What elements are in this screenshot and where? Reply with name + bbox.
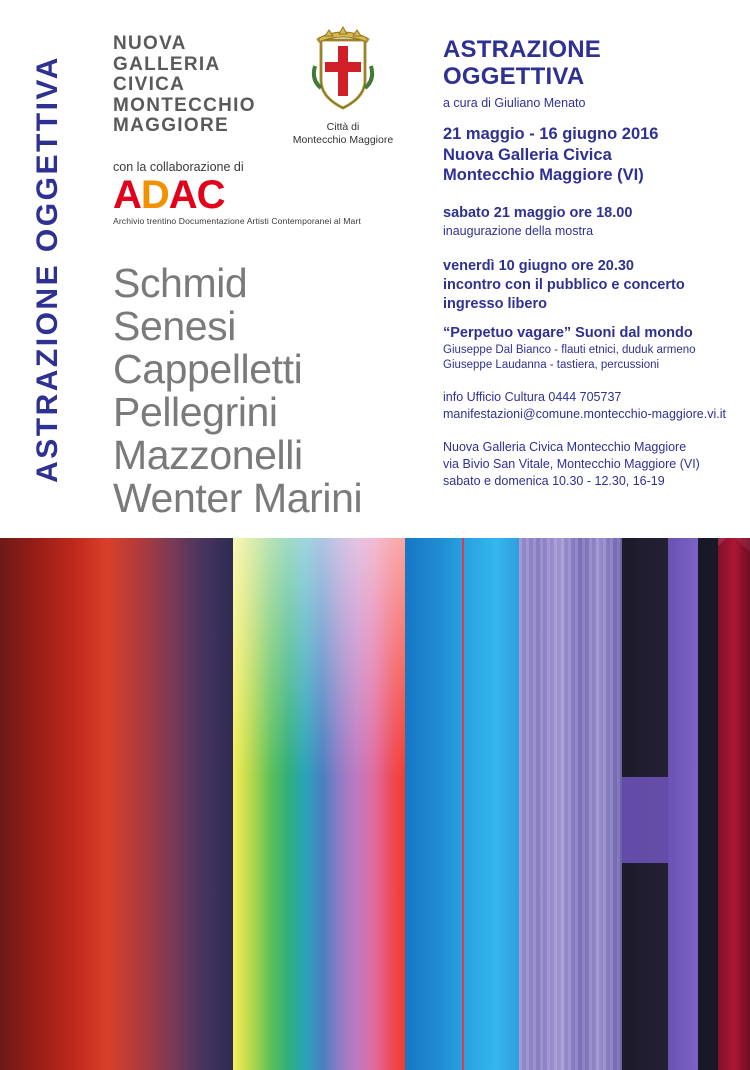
- exhibition-dates-venue: [443, 124, 735, 186]
- artwork-red-line: [462, 538, 464, 1070]
- contact-email[interactable]: manifestazioni@comune.montecchio-maggiore.vi.it: [443, 406, 726, 421]
- venue-name-line-1: Nuova Galleria Civica: [443, 145, 612, 164]
- info-column: [443, 36, 735, 490]
- artist-name: Senesi: [113, 303, 236, 349]
- gallery-logo-line-1: NUOVA: [113, 33, 187, 54]
- adac-logo-letters: [113, 173, 253, 217]
- opening-block: [443, 204, 735, 239]
- artwork-panel-blue: [405, 538, 519, 1070]
- exhibition-dates: 21 maggio - 16 giugno 2016: [443, 125, 659, 143]
- venue-name-line-2: Montecchio Maggiore (VI): [443, 166, 644, 184]
- adac-logo: [113, 173, 253, 217]
- vertical-exhibition-title: [0, 0, 96, 538]
- artwork-panel-spectrum: [233, 538, 405, 1070]
- gallery-logo-line-5: MAGGIORE: [113, 115, 229, 136]
- artist-name: Cappelletti: [113, 346, 303, 392]
- crest-caption: [288, 121, 398, 146]
- concert-title: “Perpetuo vagare” Suoni dal mondo: [443, 324, 693, 341]
- venue-block: [443, 439, 735, 490]
- opening-description: inaugurazione della mostra: [443, 223, 594, 238]
- artist-name: Pellegrini: [113, 389, 278, 435]
- contact-block: [443, 389, 735, 423]
- venue-hours: sabato e domenica 10.30 - 12.30, 16-19: [443, 473, 665, 488]
- venue-name: Nuova Galleria Civica Montecchio Maggiore: [443, 439, 687, 454]
- exhibition-title-line-2: OGGETTIVA: [443, 63, 585, 90]
- artwork-panel-red-gradient: [0, 538, 233, 1070]
- vertical-title-text: ASTRAZIONE OGGETTIVA: [31, 55, 65, 483]
- curator-credit: a cura di Giuliano Menato: [443, 96, 586, 110]
- collaboration-block: [113, 160, 363, 226]
- coat-of-arms-icon: [311, 26, 375, 112]
- artist-name: Schmid: [113, 260, 248, 306]
- event-datetime: venerdì 10 giugno ore 20.30: [443, 257, 634, 274]
- artist-name: Wenter Marini: [113, 475, 363, 521]
- exhibition-title-line-1: ASTRAZIONE: [443, 36, 601, 63]
- adac-letter-c: C: [196, 173, 225, 217]
- adac-letter-a2: A: [168, 173, 197, 217]
- adac-letter-d: D: [140, 173, 169, 217]
- event-description: incontro con il pubblico e concerto: [443, 276, 685, 293]
- artwork-panel-dark-left: [622, 538, 668, 1070]
- gallery-logo-line-3: CIVICA: [113, 74, 186, 95]
- crest-caption-line-1: Città di: [326, 121, 360, 133]
- gallery-logo-line-4: MONTECCHIO: [113, 94, 256, 116]
- artwork-violet-bar: [622, 777, 668, 862]
- contact-phone: info Ufficio Cultura 0444 705737: [443, 389, 622, 404]
- artwork-panel-violet: [519, 538, 622, 1070]
- venue-address: via Bivio San Vitale, Montecchio Maggiore (VI): [443, 456, 700, 471]
- artist-name: Mazzonelli: [113, 432, 303, 478]
- artwork-panel-dark-right: [698, 538, 718, 1070]
- adac-letter-a1: A: [113, 173, 141, 217]
- event-admission: ingresso libero: [443, 295, 547, 312]
- artwork-panel-crimson-facets: [718, 538, 750, 1070]
- performer-1: Giuseppe Dal Bianco - flauti etnici, duduk armeno: [443, 343, 696, 356]
- artwork-strip: [0, 538, 750, 1070]
- event-block: [443, 257, 735, 373]
- artwork-panel-purple-stripe: [668, 538, 698, 1070]
- collaboration-label: con la collaborazione di: [113, 160, 244, 174]
- performer-2: Giuseppe Laudanna - tastiera, percussioni: [443, 358, 660, 371]
- gallery-logo: [113, 34, 256, 137]
- comune-crest-block: [288, 26, 398, 146]
- exhibition-title: [443, 36, 735, 90]
- adac-caption: Archivio trentino Documentazione Artisti Contemporanei al Mart: [113, 216, 361, 226]
- crest-caption-line-2: Montecchio Maggiore: [292, 133, 394, 146]
- gallery-logo-line-2: GALLERIA: [113, 53, 221, 75]
- artist-list: [113, 262, 362, 520]
- opening-datetime: sabato 21 maggio ore 18.00: [443, 204, 633, 221]
